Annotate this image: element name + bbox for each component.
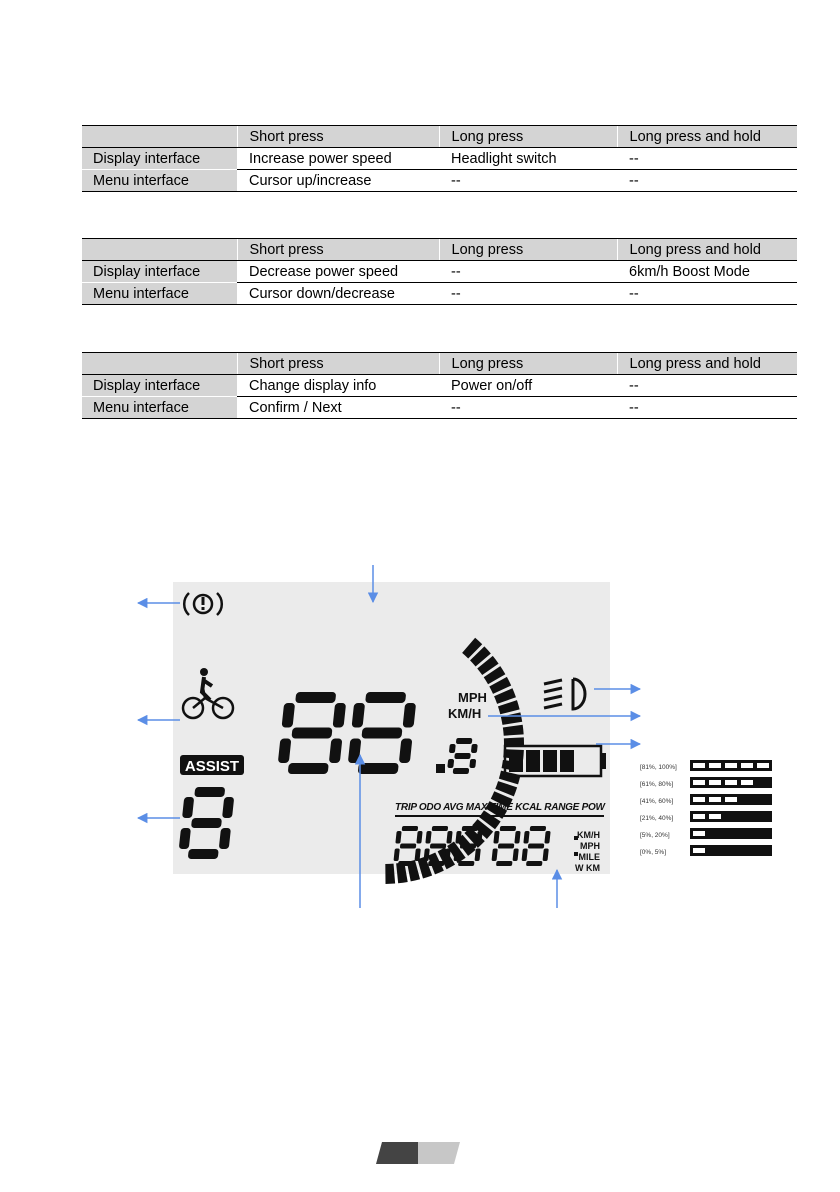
battery-legend-cell [693,848,705,853]
table-cell: -- [617,283,797,305]
units-kmh: KM/H [448,706,482,721]
footer-light-block [418,1142,460,1164]
speed-digit-segment [291,728,332,739]
battery-legend-cell [725,763,737,768]
battery-legend-cell [709,763,721,768]
battery-legend-label: [21%, 40%] [640,815,674,822]
info-digit-segment [458,861,475,866]
decimal-point [436,764,445,773]
info-digit-segment [498,844,515,849]
speed-digit-segment [358,763,399,774]
battery-legend [640,760,772,856]
row-head: Display interface [82,375,237,397]
table-cell: Power on/off [439,375,617,397]
info-digit-segment [500,826,517,831]
battery-legend-cell [693,780,705,785]
battery-legend-label: [41%, 60%] [640,798,674,805]
info-digit-segment [428,861,445,866]
speed-digit-segment [361,728,402,739]
table-cell: Change display info [237,375,439,397]
assist-level-digit-segment [194,787,225,797]
row-head: Menu interface [82,170,237,192]
table-cell: Cursor down/decrease [237,283,439,305]
header-cell: Long press [439,239,617,261]
assist-level-digit-segment [191,818,222,828]
assist-label: ASSIST [184,758,240,775]
speed-digit-segment [288,763,329,774]
units-mph: MPH [458,690,487,705]
info-digit-segment [530,826,547,831]
header-cell: Long press and hold [617,353,797,375]
table-cell: Cursor up/increase [237,170,439,192]
table-cell: Headlight switch [439,148,617,170]
table-cell: -- [439,397,617,419]
info-digit-segment [526,861,543,866]
info-modes-label: TRIP ODO AVG MAX TIME KCAL RANGE POW [395,802,605,813]
header-cell: Short press [237,239,439,261]
table-cell: -- [439,261,617,283]
info-digit-segment [402,826,419,831]
table-cell: -- [617,148,797,170]
header-cell: Short press [237,353,439,375]
table-cell: -- [439,170,617,192]
speed-arc-segment [385,864,395,884]
header-cell: Long press [439,126,617,148]
battery-legend-cell [741,763,753,768]
battery-legend-label: [81%, 100%] [640,764,677,771]
table-cell: -- [617,375,797,397]
sub-unit-mile: MILE [578,852,600,862]
battery-legend-label: [5%, 20%] [640,832,670,839]
battery-legend-cell [693,763,705,768]
row-head: Display interface [82,261,237,283]
info-digit-segment [430,844,447,849]
battery-legend-cell [709,814,721,819]
footer-dark-block [376,1142,418,1164]
table-cell: -- [617,170,797,192]
sub-unit-mph: MPH [580,841,600,851]
battery-legend-cell [709,780,721,785]
table-cell: Confirm / Next [237,397,439,419]
info-digit-segment [528,844,545,849]
assist-level-digit-segment [188,849,219,859]
info-digit-segment [460,844,477,849]
header-cell: Long press and hold [617,239,797,261]
speed-decimal-digit-segment [447,759,454,768]
battery-legend-cell [693,814,705,819]
info-colon [574,852,578,856]
table-cell: 6km/h Boost Mode [617,261,797,283]
page-footer-tab [376,1142,460,1164]
table-cell: Decrease power speed [237,261,439,283]
header-cell: Long press [439,353,617,375]
row-head: Display interface [82,148,237,170]
table-cell: Increase power speed [237,148,439,170]
battery-legend-label: [0%, 5%] [640,849,667,856]
table-cell: -- [439,283,617,305]
speed-decimal-digit-segment [453,768,470,774]
battery-legend-cell [709,797,721,802]
battery-legend-cell [757,763,769,768]
speed-decimal-digit-segment [454,753,471,759]
sub-unit-kmh: KM/H [577,830,600,840]
battery-legend-cell [693,831,705,836]
info-digit-segment [398,861,415,866]
speed-decimal-digit-segment [456,738,473,744]
row-head: Menu interface [82,283,237,305]
battery-legend-cell [725,797,737,802]
header-cell: Long press and hold [617,126,797,148]
battery-legend-cell [741,780,753,785]
speed-digit-segment [295,692,336,703]
table-cell: -- [617,397,797,419]
battery-legend-cell [725,780,737,785]
battery-legend-label: [61%, 80%] [640,781,674,788]
info-digit-segment [462,826,479,831]
info-digit-segment [432,826,449,831]
speed-decimal-digit-segment [469,759,476,768]
info-digit-segment [400,844,417,849]
sub-unit-wkm: W KM [575,863,600,873]
speed-decimal-digit-segment [471,744,478,753]
header-cell: Short press [237,126,439,148]
info-digit-segment [496,861,513,866]
battery-legend-cell [693,797,705,802]
speed-decimal-digit-segment [449,744,456,753]
speed-digit-segment [365,692,406,703]
row-head: Menu interface [82,397,237,419]
